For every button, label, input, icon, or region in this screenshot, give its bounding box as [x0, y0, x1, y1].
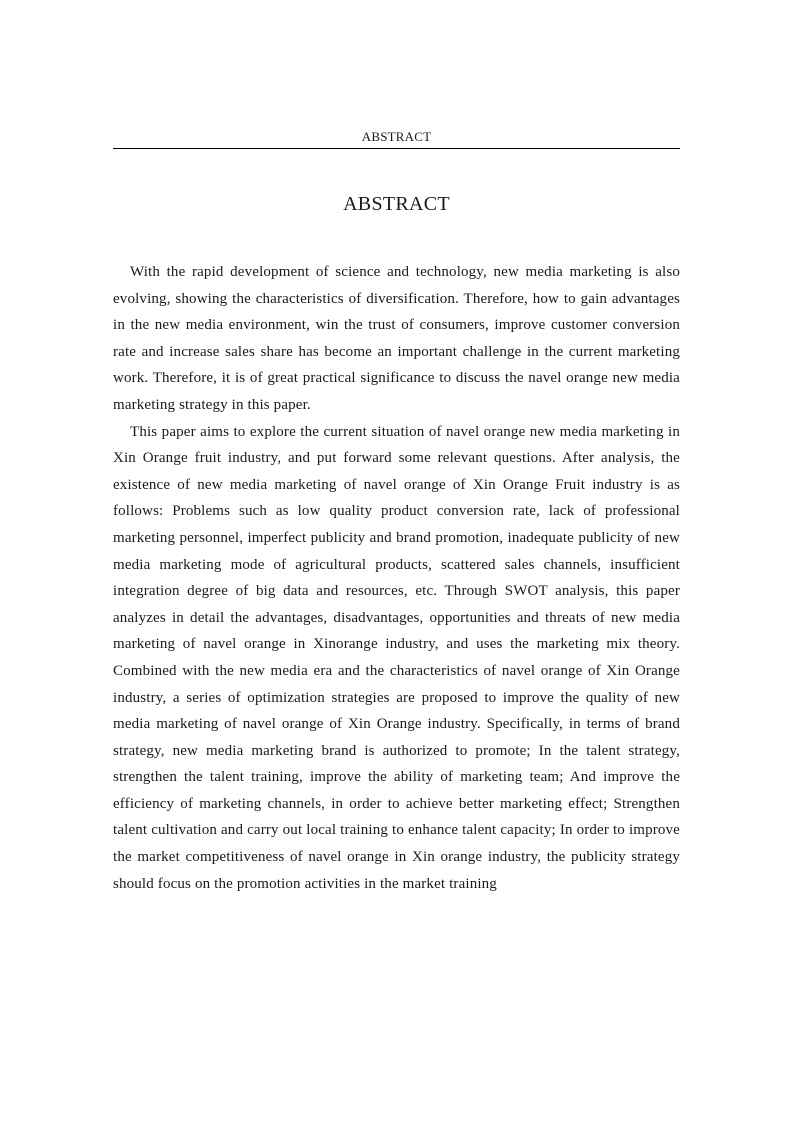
abstract-body [113, 259, 680, 897]
abstract-title: ABSTRACT [343, 193, 450, 215]
running-header: ABSTRACT [361, 129, 432, 144]
abstract-paragraph-2: This paper aims to explore the current situation of navel orange new media marketing in Xin Orange fruit industry, and put forward some relevant questions. After analysis, the existence of new media marketing of navel orange of Xin Orange Fruit industry is as follows: Problems such as low quality product conversion rate, lack of professional marketing personnel, imperfect publicity and brand promotion, inadequate publicity of new media marketing mode of agricultural products, scattered sales channels, insufficient integration degree of big data and resources, etc. Through SWOT analysis, this paper analyzes in detail the advantages, disadvantages, opportunities and threats of new media marketing of navel orange in Xinorange industry, and uses the marketing mix theory. Combined with the new media era and the characteristics of navel orange of Xin Orange industry, a series of optimization strategies are proposed to improve the quality of new media marketing of navel orange of Xin Orange industry. Specifically, in terms of brand strategy, new media marketing brand is authorized to promote; In the talent strategy, strengthen the talent training, improve the ability of marketing team; And improve the efficiency of marketing channels, in order to achieve better marketing effect; Strengthen talent cultivation and carry out local training to enhance talent capacity; In order to improve the market competitiveness of navel orange in Xin orange industry, the publicity strategy should focus on the promotion activities in the market training [113, 423, 680, 892]
header-divider [113, 148, 680, 149]
abstract-paragraph-1: With the rapid development of science and technology, new media marketing is also evolving, showing the characteristics of diversification. Therefore, how to gain advantages in the new media environment, win the trust of consumers, improve customer conversion rate and increase sales share has become an important challenge in the current marketing work. Therefore, it is of great practical significance to discuss the navel orange new media marketing strategy in this paper. [113, 264, 680, 413]
